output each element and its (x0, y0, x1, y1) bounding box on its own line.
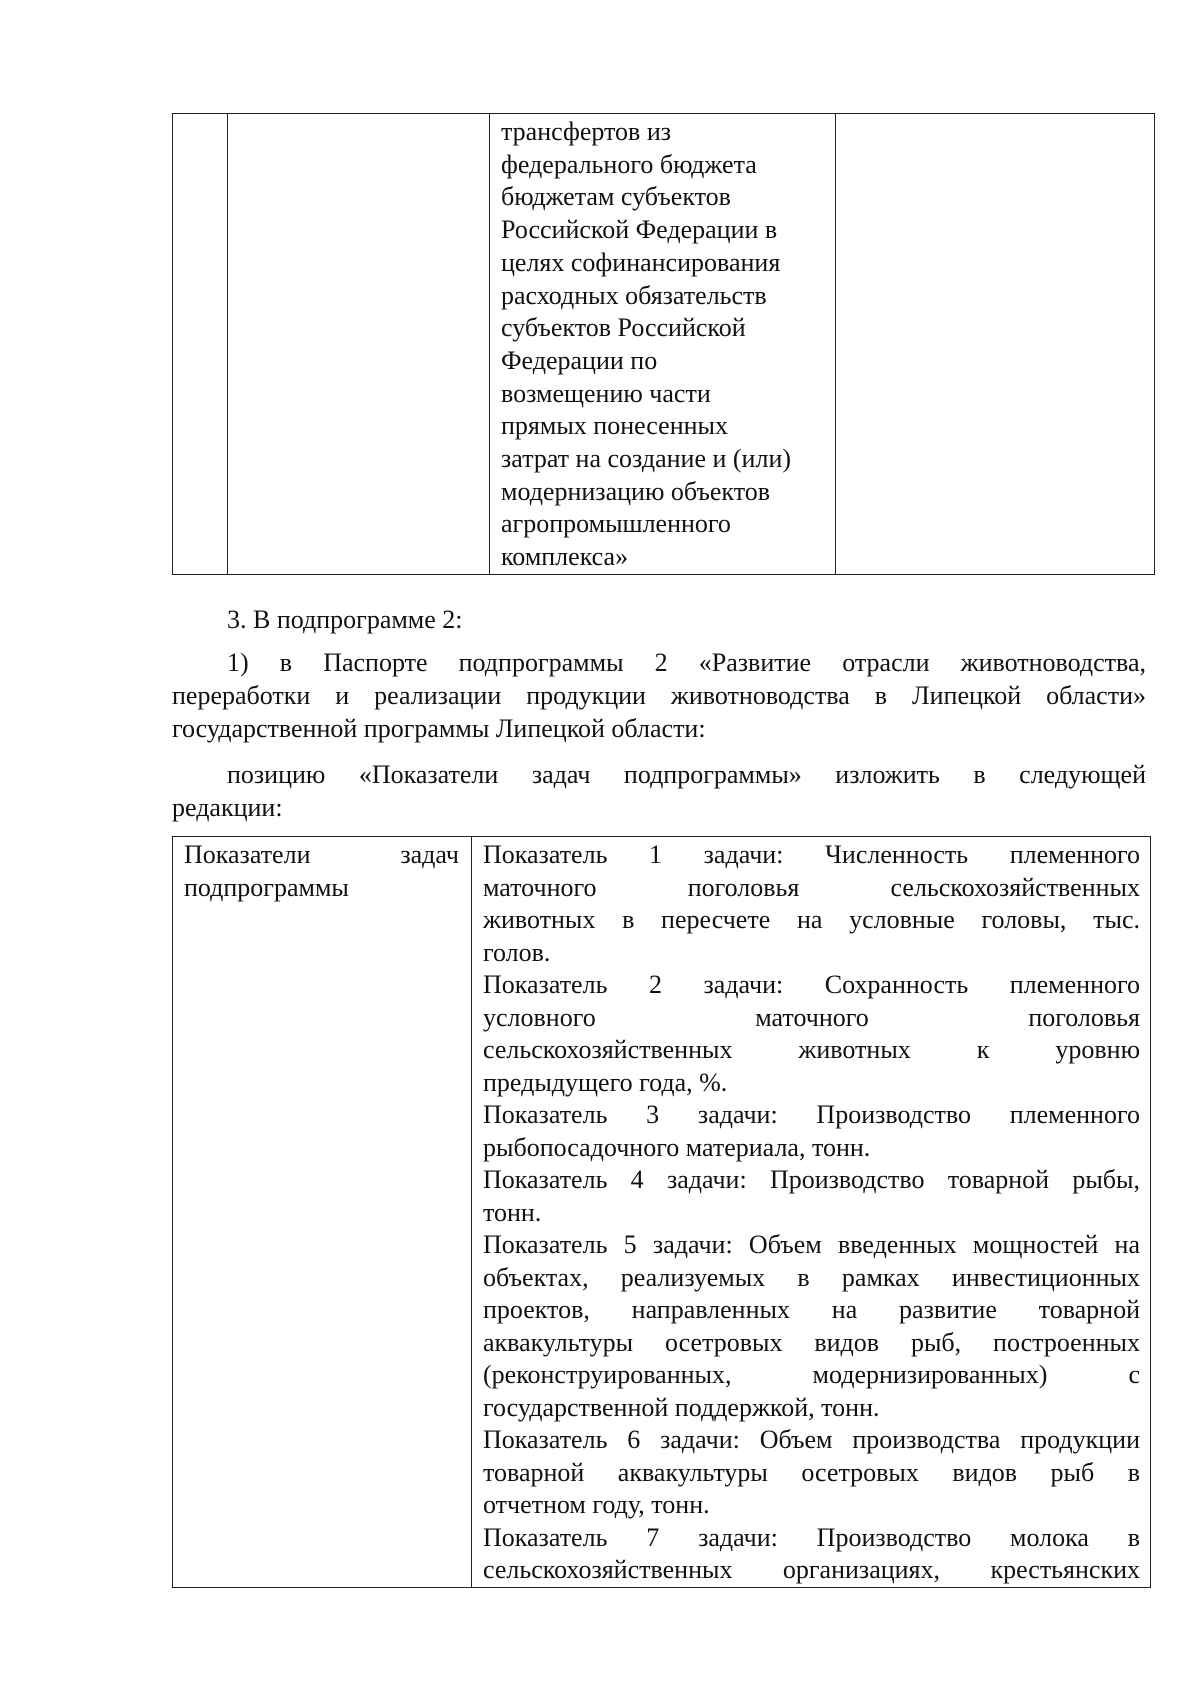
paragraph-passport-cont (172, 680, 1146, 745)
label-line: Показатели задач (184, 840, 459, 869)
description-line: федерального бюджета (501, 149, 757, 179)
table-cell-name (228, 114, 490, 575)
indicator-line: Показатель 3 задачи: Производство племенного (483, 1100, 1140, 1129)
continuation-table (172, 113, 1155, 575)
indicator-line: отчетном году, тонн. (483, 1490, 710, 1519)
indicator-line: голов. (483, 937, 551, 967)
table-cell-number (173, 114, 228, 575)
indicator-line: аквакультуры осетровых видов рыб, построенных (483, 1327, 1140, 1357)
indicator-line: Показатель 5 задачи: Объем введенных мощностей на (483, 1230, 1140, 1259)
description-line: расходных обязательств (501, 280, 767, 310)
indicator-line: (реконструированных, модернизированных) с (483, 1360, 1140, 1389)
table-cell-value (836, 114, 1155, 575)
indicator-line: проектов, направленных на развитие товарной (483, 1295, 1140, 1324)
table-cell-description (490, 114, 836, 575)
description-line: бюджетам субъектов (501, 182, 731, 212)
indicator-line: условного маточного поголовья (483, 1002, 1140, 1032)
description-line: возмещению части (501, 378, 711, 408)
table-cell-label (173, 837, 472, 1588)
description-line: трансфертов из (501, 117, 672, 146)
label-line: подпрограммы (184, 872, 349, 902)
indicator-line: животных в пересчете на условные головы, тыс. (483, 905, 1140, 934)
description-line: модернизацию объектов (501, 476, 771, 506)
indicator-line: государственной поддержкой, тонн. (483, 1392, 880, 1422)
paragraph-line: 1) в Паспорте подпрограммы 2 «Развитие отрасли животноводства, (227, 648, 1146, 677)
indicator-line: сельскохозяйственных организациях, крестьянских (483, 1555, 1140, 1584)
description-text (490, 114, 835, 574)
indicator-line: Показатель 6 задачи: Объем производства продукции (483, 1425, 1140, 1454)
indicator-line: Показатель 7 задачи: Производство молока в (483, 1522, 1140, 1552)
paragraph-line: государственной программы Липецкой области: (172, 713, 706, 743)
description-line: Российской Федерации в (501, 215, 778, 245)
indicators-text (472, 837, 1150, 1587)
indicators-label (173, 837, 471, 904)
indicator-line: товарной аквакультуры осетровых видов рыб в (483, 1457, 1140, 1487)
paragraph-line: позицию «Показатели задач подпрограммы» изложить в следующей (227, 760, 1146, 789)
table-row (173, 114, 1155, 575)
paragraph-passport (172, 647, 1146, 680)
paragraph-position-cont (172, 792, 1146, 825)
indicator-line: сельскохозяйственных животных к уровню (483, 1035, 1140, 1064)
section-heading: 3. В подпрограмме 2: (227, 605, 463, 634)
description-line: субъектов Российской (501, 313, 746, 343)
description-line: Федерации по (501, 345, 658, 375)
table-row (173, 837, 1151, 1588)
indicators-table (172, 836, 1151, 1588)
indicator-line: маточного поголовья сельскохозяйственных (483, 872, 1140, 902)
indicator-line: объектах, реализуемых в рамках инвестиционных (483, 1262, 1140, 1292)
description-line: затрат на создание и (или) (501, 444, 792, 474)
paragraph-line: переработки и реализации продукции животноводства в Липецкой области» (172, 681, 1146, 710)
paragraph-position (172, 759, 1146, 792)
indicator-line: тонн. (483, 1197, 542, 1227)
indicator-line: рыбопосадочного материала, тонн. (483, 1132, 871, 1162)
description-line: агропромышленного (501, 509, 731, 539)
indicator-line: предыдущего года, %. (483, 1067, 728, 1097)
description-line: прямых понесенных (501, 411, 729, 441)
indicator-line: Показатель 4 задачи: Производство товарной рыбы, (483, 1165, 1140, 1194)
indicator-line: Показатель 2 задачи: Сохранность племенного (483, 970, 1140, 999)
description-line: целях софинансирования (501, 247, 781, 277)
indicator-line: Показатель 1 задачи: Численность племенного (483, 840, 1140, 869)
table-cell-indicators (472, 837, 1151, 1588)
description-line: комплекса» (501, 542, 629, 572)
paragraph-line: редакции: (172, 793, 283, 822)
